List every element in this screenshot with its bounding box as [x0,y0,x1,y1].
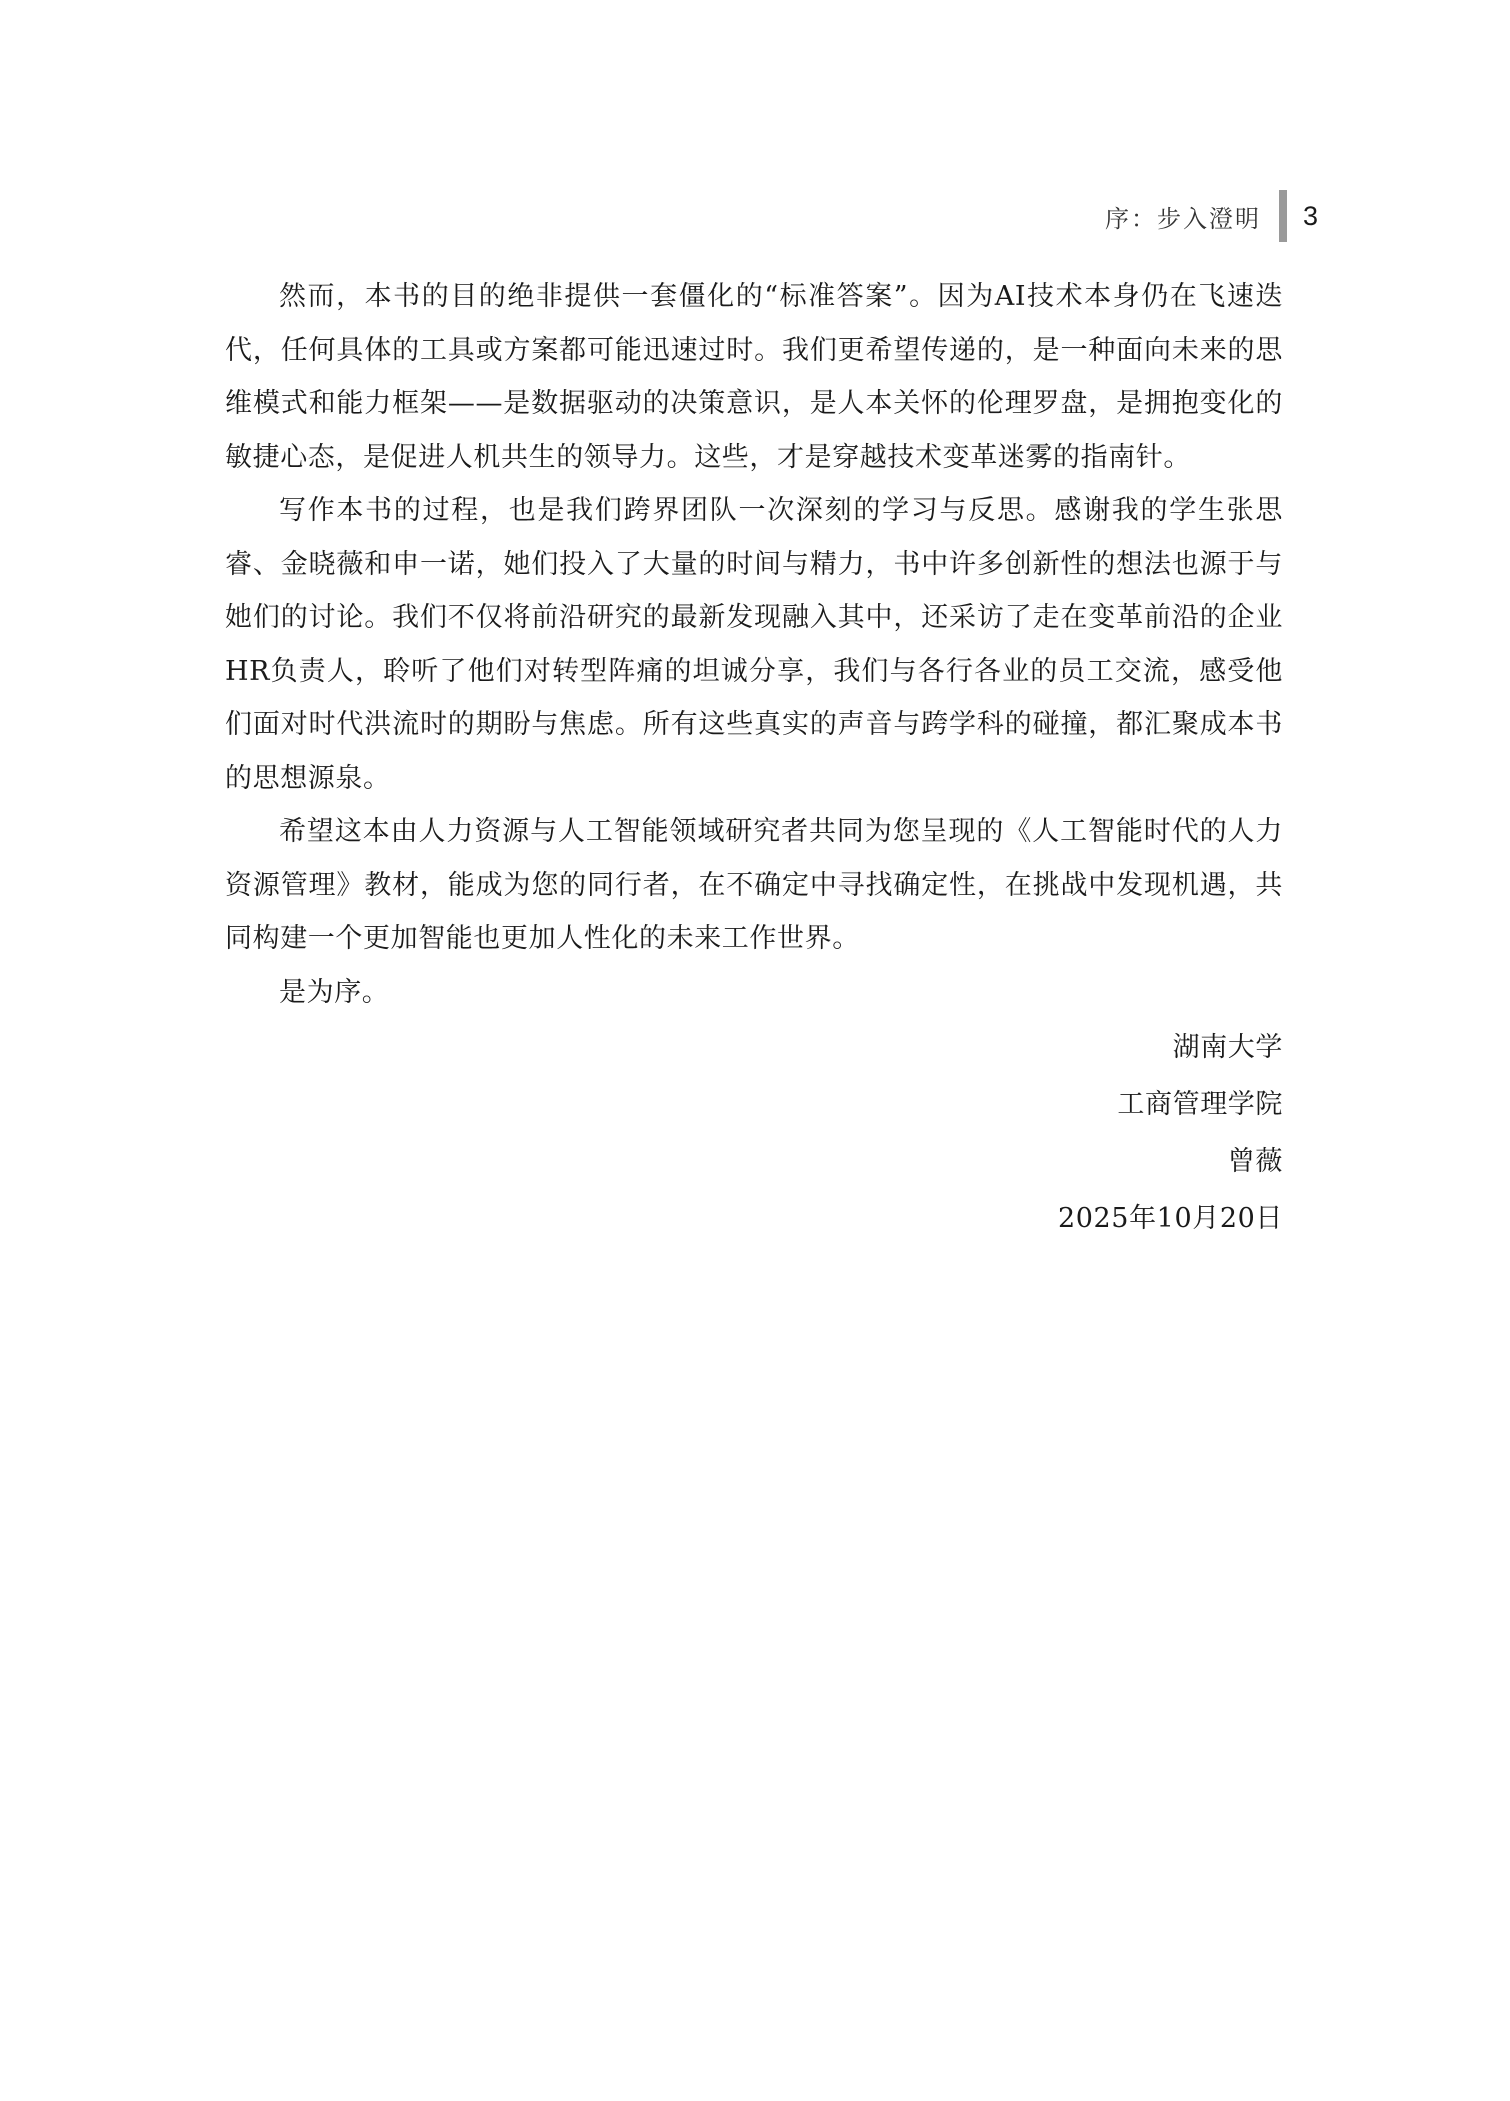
running-header [1105,190,1318,242]
preface-body [225,270,1283,1247]
paragraph-closing: 是为序。 [279,976,390,1008]
header-divider-bar [1279,190,1287,242]
signature-block [225,1019,1283,1247]
running-title: 序：步入澄明 [1104,204,1261,233]
paragraph-hope: 希望这本由人力资源与人工智能领域研究者共同为您呈现的《人工智能时代的人力资源管理》教材，能成为您的同行者，在不确定中寻找确定性，在挑战中发现机遇，共同构建一个更加智能也更加人性化的未来工作世界。 [225,816,1283,954]
signature-date: 2025年10月20日 [1057,1203,1283,1234]
page-number: 3 [1302,200,1318,231]
signature-school: 工商管理学院 [1117,1089,1283,1120]
paragraph-acknowledgements: 写作本书的过程，也是我们跨界团队一次深刻的学习与反思。感谢我的学生张思睿、金晓薇和申一诺，她们投入了大量的时间与精力，书中许多创新性的想法也源于与她们的讨论。我们不仅将前沿研究的最新发现融入其中，还采访了走在变革前沿的企业HR负责人，聆听了他们对转型阵痛的坦诚分享，我们与各行各业的员工交流，感受他们面对时代洪流时的期盼与焦虑。所有这些真实的声音与跨学科的碰撞，都汇聚成本书的思想源泉。 [225,495,1283,794]
paragraph-purpose: 然而，本书的目的绝非提供一套僵化的“标准答案”。因为AI技术本身仍在飞速迭代，任何具体的工具或方案都可能迅速过时。我们更希望传递的，是一种面向未来的思维模式和能力框架——是数据驱动的决策意识，是人本关怀的伦理罗盘，是拥抱变化的敏捷心态，是促进人机共生的领导力。这些，才是穿越技术变革迷雾的指南针。 [225,281,1283,473]
signature-university: 湖南大学 [1172,1032,1283,1063]
signature-author: 曾薇 [1227,1146,1283,1177]
